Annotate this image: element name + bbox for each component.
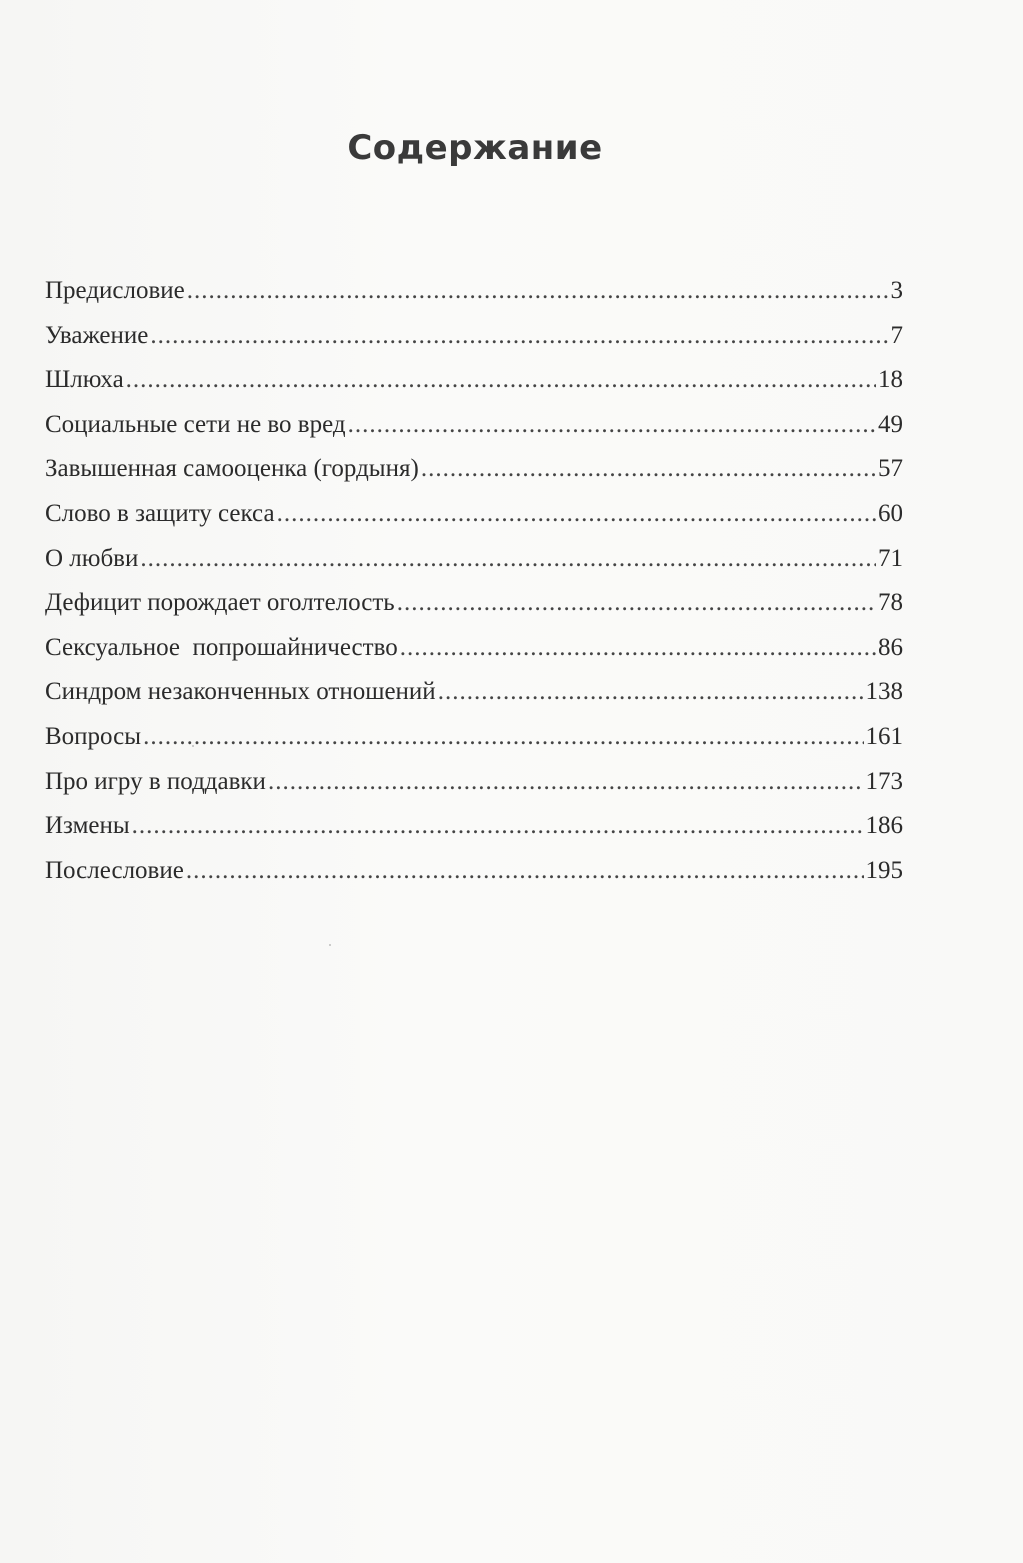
dot-leader [187,269,889,314]
page-title: Содержание [347,128,603,168]
toc-entry-page-number: 186 [865,812,903,840]
dot-leader [150,314,888,359]
toc-entry [45,492,903,537]
toc-entry [45,715,903,760]
toc-entry [45,760,903,805]
toc-entry-page-number: 86 [878,633,903,661]
dot-leader [277,492,876,537]
dot-leader [143,715,863,760]
dot-leader [132,804,864,849]
toc-entry-title: Измены [45,812,130,840]
toc-entry [45,358,903,403]
dot-leader [400,626,876,671]
toc-entry-title: Послесловие [45,856,184,884]
toc-entry-page-number: 3 [890,277,903,304]
toc-entry [45,537,903,582]
toc-entry [45,403,903,448]
toc-entry [45,314,903,359]
toc-entry-title: О любви [45,544,139,572]
toc-entry-title: Сексуальное попрошайничество [45,633,398,661]
toc-entry-page-number: 195 [865,856,903,884]
paper-speck [329,944,331,946]
toc-entry [45,269,903,314]
toc-entry [45,626,903,671]
toc-entry [45,581,903,626]
toc-entry-page-number: 49 [878,410,903,438]
toc-entry-title: Про игру в поддавки [45,767,266,795]
toc-entry-title: Социальные сети не во вред [45,410,346,438]
toc-entry [45,804,903,849]
toc-entry-title: Слово в защиту секса [45,499,275,527]
dot-leader [438,670,864,715]
toc-entry-title: Синдром незаконченных отношений [45,678,436,706]
toc-entry-page-number: 18 [878,366,903,394]
table-of-contents [45,269,903,893]
toc-entry-page-number: 161 [865,722,903,750]
toc-entry-title: Завышенная самооценка (гордыня) [45,455,419,483]
toc-entry-title: Уважение [45,321,149,349]
toc-entry-page-number: 78 [878,589,903,617]
toc-entry-page-number: 60 [878,499,903,527]
dot-leader [186,849,864,894]
dot-leader [126,358,876,403]
toc-entry-page-number: 57 [878,455,903,483]
toc-entry [45,447,903,492]
toc-entry [45,849,903,894]
toc-entry-title: Предисловие [45,277,185,304]
dot-leader [421,447,876,492]
toc-entry-page-number: 173 [865,767,903,795]
dot-leader [397,581,876,626]
toc-entry-title: Вопросы [45,722,142,750]
toc-entry-title: Дефицит порождает оголтелость [45,589,395,617]
dot-leader [348,403,876,448]
toc-entry-title: Шлюха [45,366,124,394]
paper-speck [192,745,194,747]
dot-leader [268,760,864,805]
toc-entry-page-number: 7 [890,321,903,349]
toc-entry-page-number: 138 [865,678,903,706]
toc-entry [45,670,903,715]
dot-leader [140,537,876,582]
toc-entry-page-number: 71 [878,544,903,572]
